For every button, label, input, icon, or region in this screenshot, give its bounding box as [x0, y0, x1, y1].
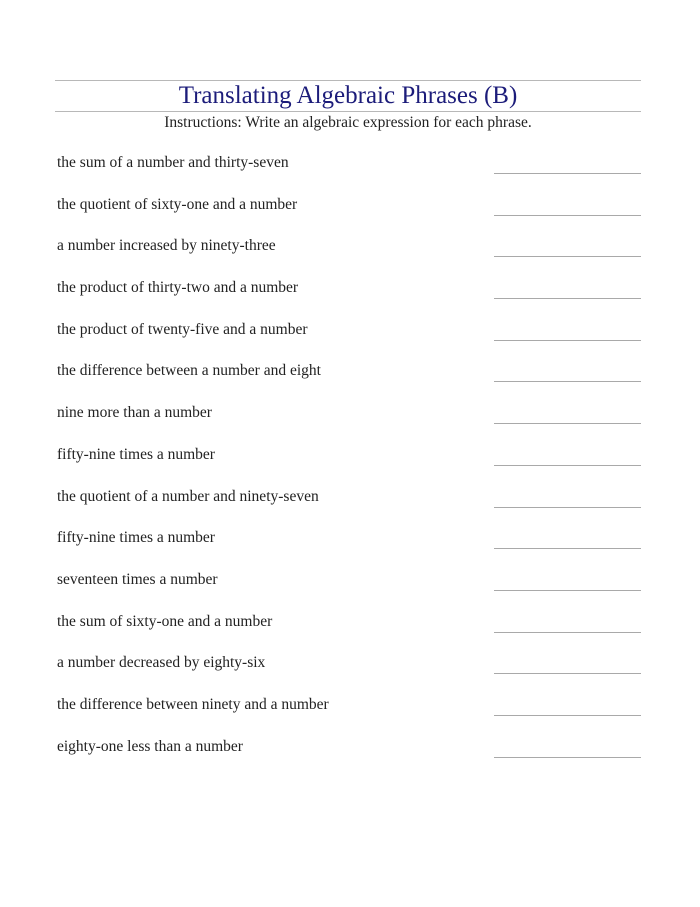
problem-phrase: a number decreased by eighty-six: [57, 654, 266, 672]
problem-row: [57, 150, 641, 192]
worksheet-header: [55, 80, 641, 133]
problem-phrase: the difference between ninety and a number: [57, 695, 329, 713]
problem-row: [57, 192, 641, 234]
problem-phrase: the sum of sixty-one and a number: [57, 612, 273, 630]
problem-row: [57, 233, 641, 275]
problem-phrase: eighty-one less than a number: [57, 737, 243, 755]
problem-row: [57, 275, 641, 317]
problem-phrase: the difference between a number and eight: [57, 362, 321, 380]
answer-field[interactable]: [494, 465, 641, 466]
problem-row: [57, 484, 641, 526]
problem-row: [57, 525, 641, 567]
problem-row: [57, 692, 641, 734]
worksheet-title: Translating Algebraic Phrases (B): [178, 82, 518, 109]
problem-phrase: the quotient of sixty-one and a number: [57, 195, 298, 213]
problem-row: [57, 734, 641, 776]
answer-field[interactable]: [494, 757, 641, 758]
problem-phrase: the product of thirty-two and a number: [57, 279, 299, 297]
problem-row: [57, 567, 641, 609]
answer-field[interactable]: [494, 673, 641, 674]
problem-row: [57, 400, 641, 442]
problem-phrase: seventeen times a number: [57, 570, 218, 588]
answer-field[interactable]: [494, 215, 641, 216]
problem-phrase: fifty-nine times a number: [57, 445, 215, 463]
answer-field[interactable]: [494, 256, 641, 257]
problem-phrase: fifty-nine times a number: [57, 529, 215, 547]
answer-field[interactable]: [494, 507, 641, 508]
problem-list: [57, 150, 641, 775]
problem-phrase: the sum of a number and thirty-seven: [57, 154, 289, 171]
instructions-text: Instructions: Write an algebraic expression for each phrase.: [164, 114, 532, 131]
problem-row: [57, 609, 641, 651]
problem-row: [57, 442, 641, 484]
answer-field[interactable]: [494, 173, 641, 174]
problem-phrase: the quotient of a number and ninety-seven: [57, 487, 319, 505]
answer-field[interactable]: [494, 298, 641, 299]
problem-phrase: a number increased by ninety-three: [57, 237, 276, 255]
answer-field[interactable]: [494, 548, 641, 549]
problem-phrase: the product of twenty-five and a number: [57, 320, 308, 338]
answer-field[interactable]: [494, 590, 641, 591]
answer-field[interactable]: [494, 423, 641, 424]
problem-phrase: nine more than a number: [57, 404, 212, 422]
problem-row: [57, 650, 641, 692]
problem-row: [57, 317, 641, 359]
title-rule: [55, 111, 641, 112]
problem-row: [57, 358, 641, 400]
answer-field[interactable]: [494, 381, 641, 382]
answer-field[interactable]: [494, 715, 641, 716]
answer-field[interactable]: [494, 632, 641, 633]
answer-field[interactable]: [494, 340, 641, 341]
